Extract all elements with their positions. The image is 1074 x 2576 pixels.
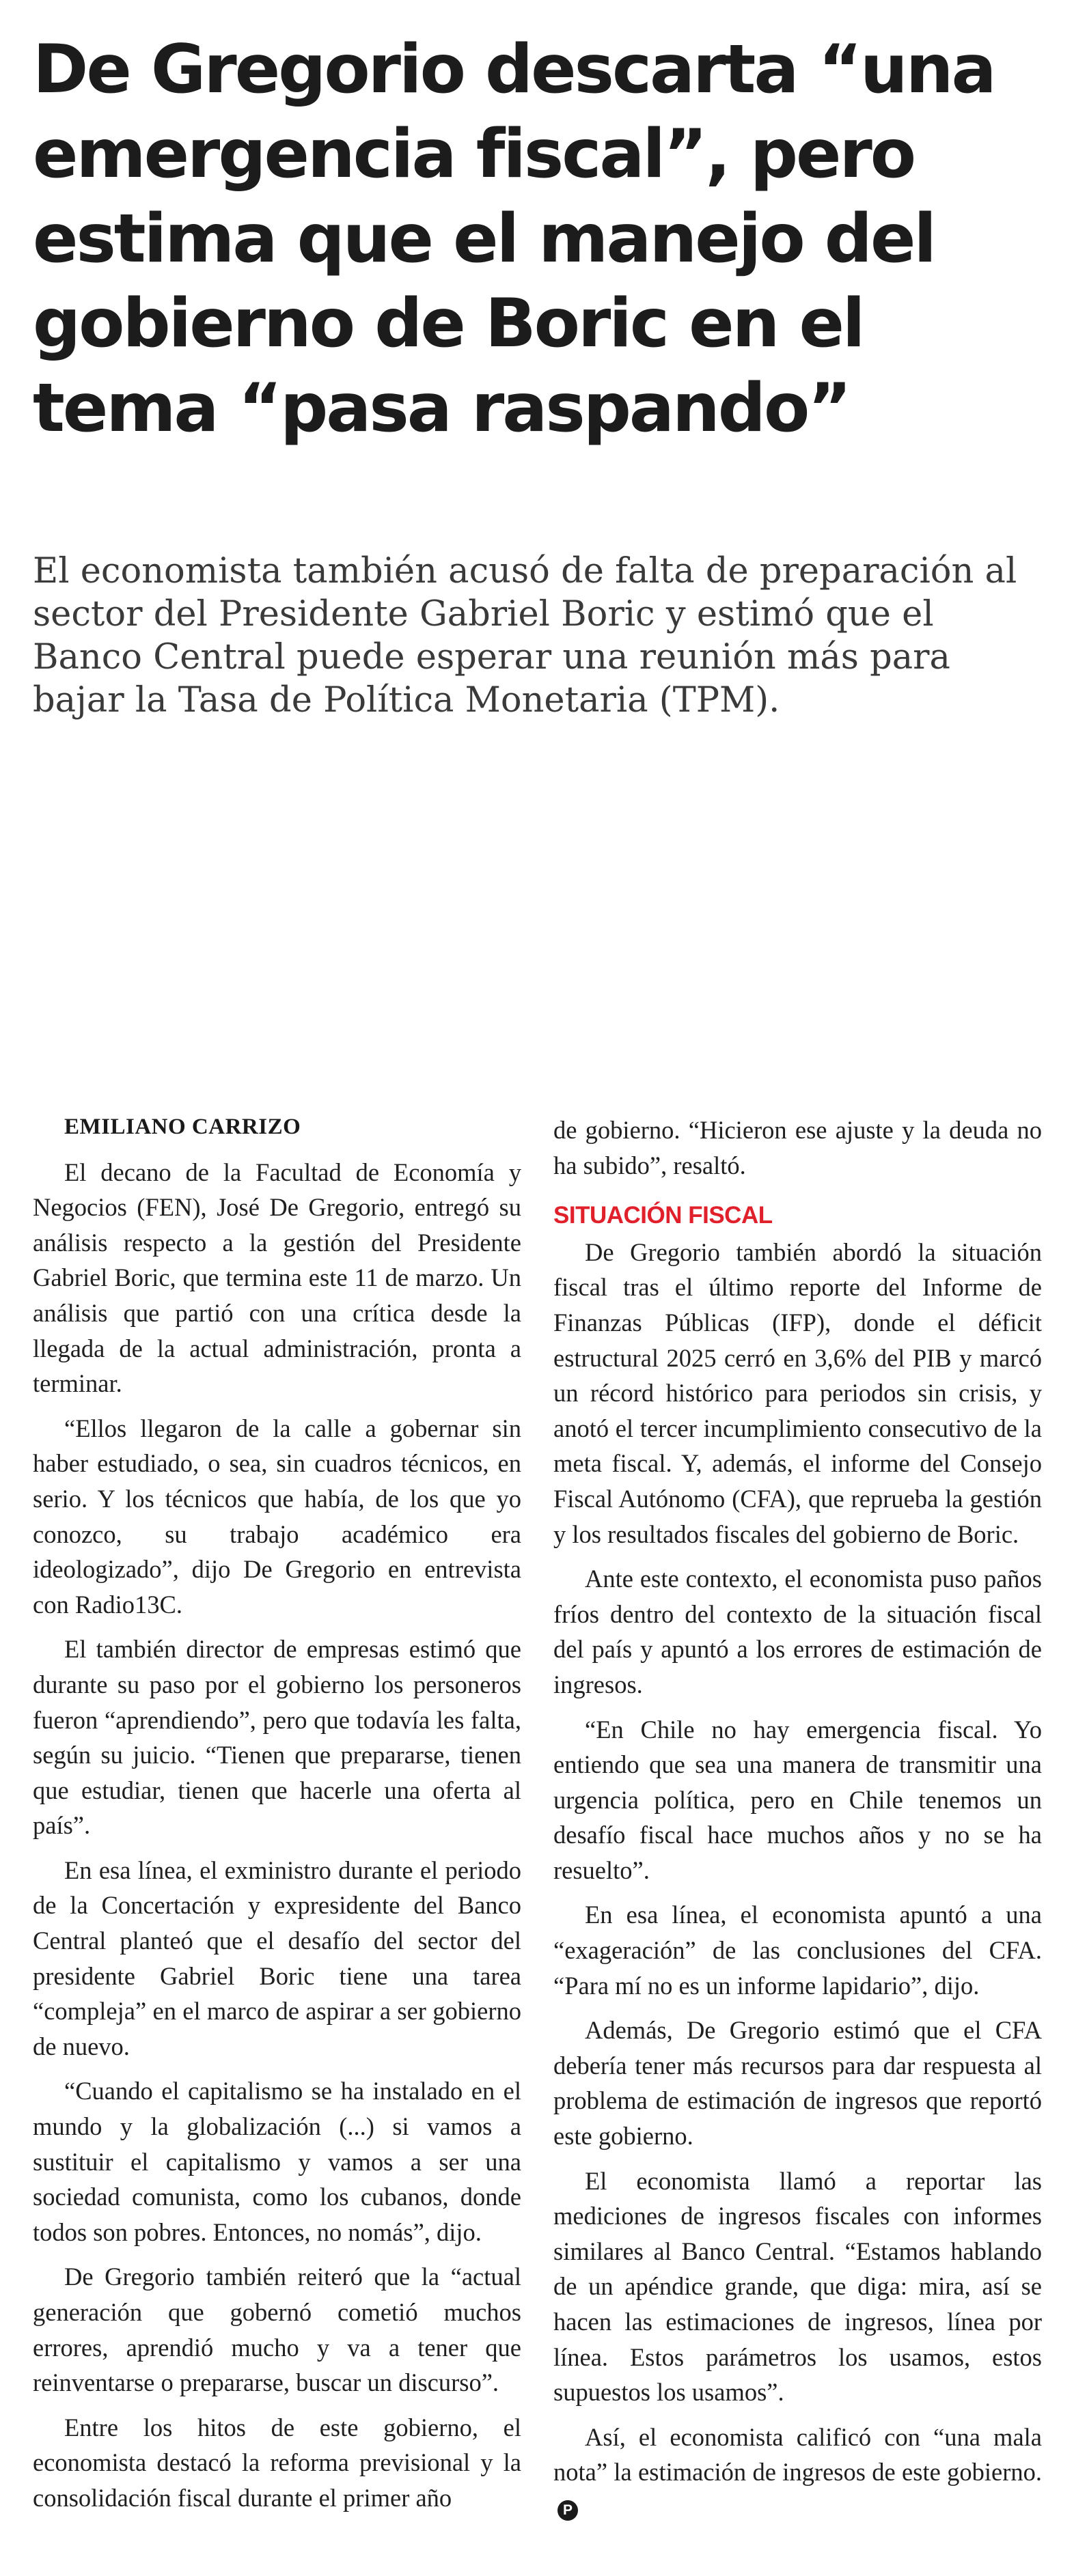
headline: De Gregorio descarta “una emergencia fiscal”, pero estima que el manejo del gobierno de Boric en el tema “pasa raspando”	[33, 31, 995, 447]
paragraph: Además, De Gregorio estimó que el CFA debería tener más recursos para dar respuesta al problema de estimación de ingresos que reportó este gobierno.	[553, 2016, 1042, 2151]
body-column-right	[553, 1112, 1042, 2535]
end-mark-icon: P	[557, 2500, 578, 2521]
paragraph-final	[553, 2420, 1042, 2525]
paragraph-continued: de gobierno. “Hicieron ese ajuste y la deuda no ha subido”, resaltó.	[553, 1116, 1042, 1179]
paragraph: Entre los hitos de este gobierno, el economista destacó la reforma previsional y la consolidación fiscal durante el primer año	[33, 2413, 521, 2512]
paragraph: “Cuando el capitalismo se ha instalado en el mundo y la globalización (...) si vamos a sustituir el capitalismo y vamos a ser una sociedad comunista, como los cubanos, donde todos son pobres. Entonces, no nomás”, dijo.	[33, 2077, 521, 2246]
section-subhead: SITUACIÓN FISCAL	[553, 1202, 773, 1229]
paragraph: “Ellos llegaron de la calle a gobernar sin haber estudiado, o sea, sin cuadros técnicos, en serio. Y los técnicos que había, de los que yo conozco, su trabajo académico era ideologizado”, dijo De Gregorio en entrevista con Radio13C.	[33, 1414, 521, 1619]
paragraph: El economista llamó a reportar las mediciones de ingresos fiscales con informes similares al Banco Central. “Estamos hablando de un apéndice grande, que diga: mira, así se hacen las estimaciones de ingresos, línea por línea. Estos parámetros los usamos, estos supuestos los usamos”.	[553, 2166, 1042, 2407]
paragraph: El decano de la Facultad de Economía y Negocios (FEN), José De Gregorio, entregó su análisis respecto a la gestión del Presidente Gabriel Boric, que termina este 11 de marzo. Un análisis que partió con una crítica desde la llegada de la actual administración, pronta a terminar.	[33, 1158, 521, 1398]
deck: El economista también acusó de falta de preparación al sector del Presidente Gabriel Boric y estimó que el Banco Central puede esperar una reunión más para bajar la Tasa de Política Monetaria (TPM).	[33, 551, 1017, 720]
paragraph: De Gregorio también abordó la situación fiscal tras el último reporte del Informe de Finanzas Públicas (IFP), donde el déficit estructural 2025 cerró en 3,6% del PIB y marcó un récord histórico para periodos sin crisis, y anotó el tercer incumplimiento consecutivo de la meta fiscal. Y, además, el informe del Consejo Fiscal Autónomo (CFA), que reprueba la gestión y los resultados fiscales del gobierno de Boric.	[553, 1237, 1042, 1548]
paragraph: En esa línea, el exministro durante el periodo de la Concertación y expresidente del Banco Central planteó que el desafío del sector del presidente Gabriel Boric tiene una tarea “compleja” en el marco de aspirar a ser gobierno de nuevo.	[33, 1856, 521, 2060]
paragraph: En esa línea, el economista apuntó a una “exageración” de las conclusiones del CFA. “Para mí no es un informe lapidario”, dijo.	[553, 1901, 1042, 2000]
paragraph: “En Chile no hay emergencia fiscal. Yo entiendo que sea una manera de transmitir una urgencia política, pero en Chile tenemos un desafío fiscal hace muchos años y no se ha resuelto”.	[553, 1715, 1042, 1884]
paragraph: El también director de empresas estimó que durante su paso por el gobierno los personeros fueron “aprendiendo”, pero que todavía les falta, según su juicio. “Tienen que prepararse, tienen que estudiar, tienen que hacerle una oferta al país”.	[33, 1635, 521, 1840]
final-paragraph-text: Así, el economista calificó con “una mala nota” la estimación de ingresos de este gobierno.	[553, 2422, 1042, 2487]
paragraph: De Gregorio también reiteró que la “actual generación que gobernó cometió muchos errores, aprendió mucho y va a tener que reinventarse o prepararse, buscar un discurso”.	[33, 2263, 521, 2397]
paragraph: Ante este contexto, el economista puso paños fríos dentro del contexto de la situación fiscal del país y apuntó a los errores de estimación de ingresos.	[553, 1565, 1042, 1698]
byline: EMILIANO CARRIZO	[64, 1115, 301, 1139]
body-column-left	[33, 1110, 521, 2525]
